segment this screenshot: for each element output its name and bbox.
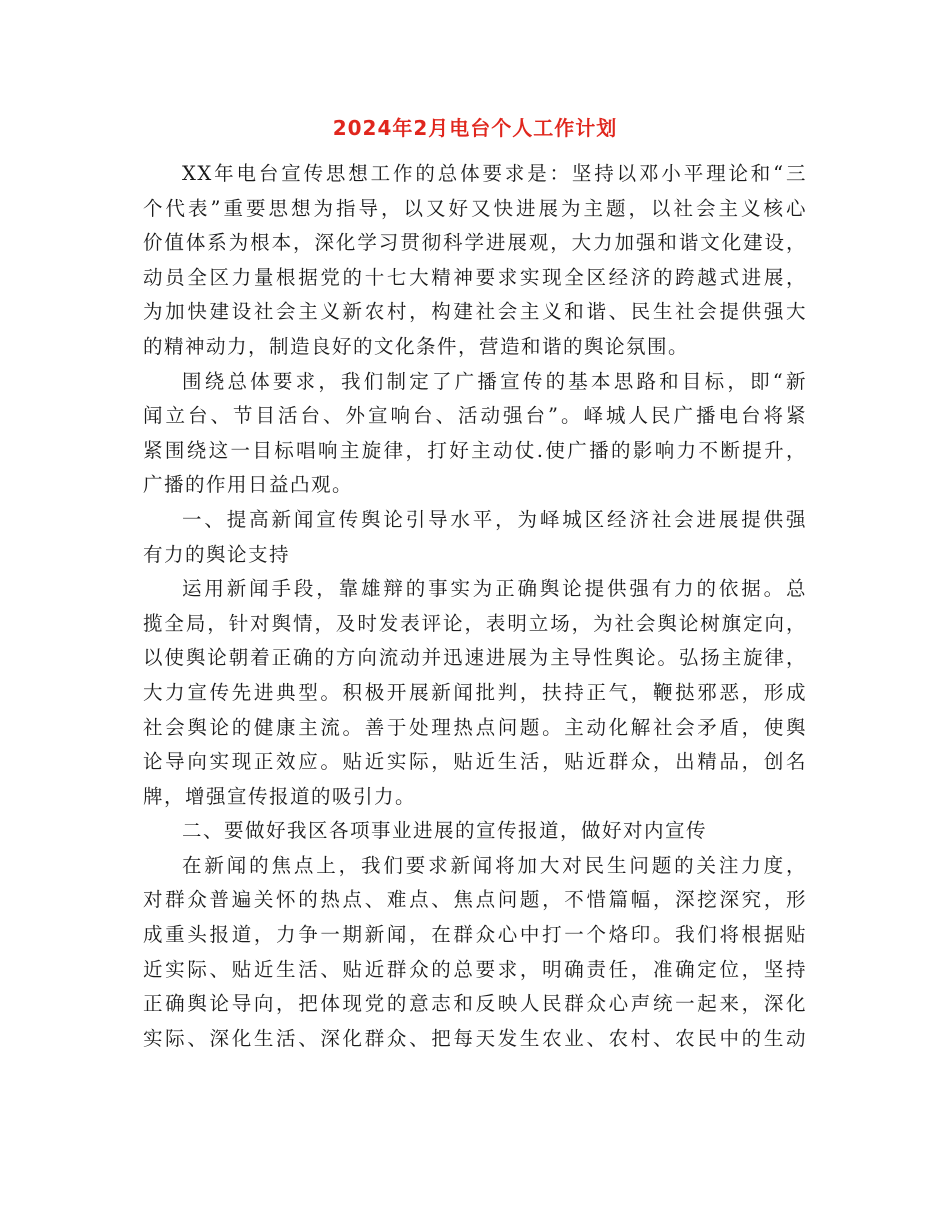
text-line: 闻立台、节目活台、外宣响台、活动强台”。峄城人民广播电台将紧	[143, 404, 807, 428]
text-line: 在新闻的焦点上，我们要求新闻将加大对民生问题的关注力度，	[182, 853, 807, 877]
text-line: 大力宣传先进典型。积极开展新闻批判，扶持正气，鞭挞邪恶，形成	[143, 680, 807, 704]
text-line: 实际、深化生活、深化群众、把每天发生农业、农村、农民中的生动	[143, 1026, 807, 1050]
text-line: 以使舆论朝着正确的方向流动并迅速进展为主导性舆论。弘扬主旋律，	[143, 646, 807, 670]
text-line: 论导向实现正效应。贴近实际，贴近生活，贴近群众，出精品，创名	[143, 750, 807, 774]
paragraph	[143, 572, 807, 814]
text-line: XX年电台宣传思想工作的总体要求是：坚持以邓小平理论和“三	[182, 162, 807, 185]
text-line: 紧围绕这一目标唱响主旋律，打好主动仗.使广播的影响力不断提升，	[143, 438, 807, 462]
text-line: 正确舆论导向，把体现党的意志和反映人民群众心声统一起来，深化	[143, 992, 807, 1016]
text-line: 近实际、贴近生活、贴近群众的总要求，明确责任，准确定位，坚持	[143, 957, 807, 981]
document-title: 2024年2月电台个人工作计划	[332, 116, 618, 140]
text-line: 社会舆论的健康主流。善于处理热点问题。主动化解社会矛盾，使舆	[143, 715, 807, 739]
paragraph	[143, 503, 807, 572]
text-line: 个代表”重要思想为指导，以又好又快进展为主题，以社会主义核心	[143, 196, 807, 220]
paragraph	[143, 849, 807, 1057]
text-line: 对群众普遍关怀的热点、难点、焦点问题，不惜篇幅，深挖深究，形	[143, 888, 807, 912]
text-line: 有力的舆论支持	[143, 542, 291, 566]
paragraph	[143, 157, 807, 365]
text-line: 二、要做好我区各项事业进展的宣传报道，做好对内宣传	[182, 819, 708, 843]
text-line: 揽全局，针对舆情，及时发表评论，表明立场，为社会舆论树旗定向，	[143, 611, 807, 635]
text-line: 运用新闻手段，靠雄辩的事实为正确舆论提供强有力的依据。总	[182, 577, 807, 601]
document-body	[143, 157, 807, 1056]
paragraph	[143, 365, 807, 503]
text-line: 围绕总体要求，我们制定了广播宣传的基本思路和目标，即“新	[182, 369, 807, 393]
text-line: 为加快建设社会主义新农村，构建社会主义和谐、民生社会提供强大	[143, 300, 807, 324]
text-line: 广播的作用日益凸观。	[143, 473, 354, 497]
text-line: 的精神动力，制造良好的文化条件，营造和谐的舆论氛围。	[143, 334, 690, 358]
text-line: 一、提高新闻宣传舆论引导水平，为峄城区经济社会进展提供强	[182, 507, 807, 531]
text-line: 牌，增强宣传报道的吸引力。	[143, 784, 417, 808]
text-line: 成重头报道，力争一期新闻，在群众心中打一个烙印。我们将根据贴	[143, 923, 807, 947]
text-line: 价值体系为根本，深化学习贯彻科学进展观，大力加强和谐文化建设，	[143, 231, 807, 255]
paragraph	[143, 814, 807, 849]
text-line: 动员全区力量根据党的十七大精神要求实现全区经济的跨越式进展，	[143, 265, 807, 289]
